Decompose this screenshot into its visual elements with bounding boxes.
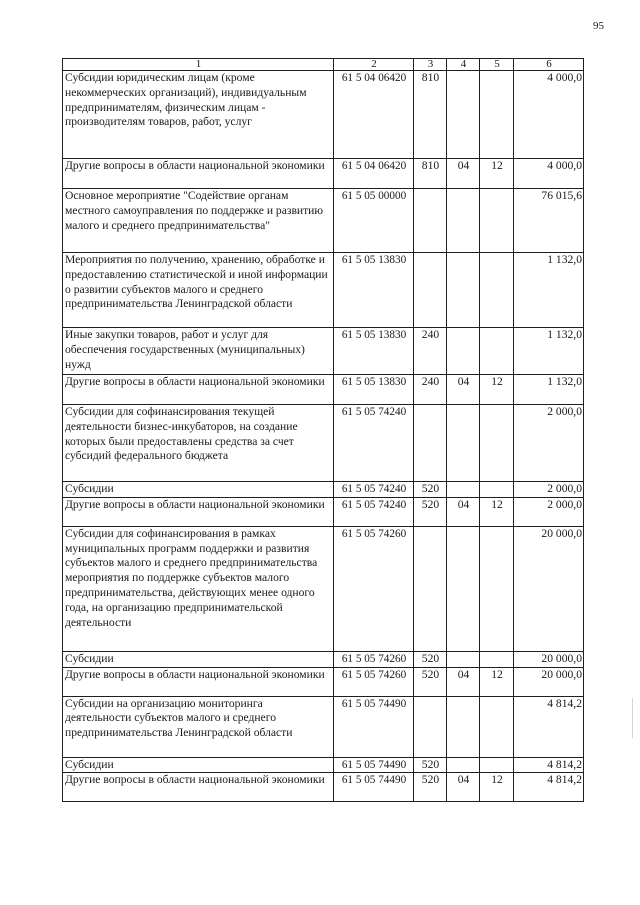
budget-table <box>62 58 584 802</box>
table-row <box>63 526 584 651</box>
table-row <box>63 159 584 189</box>
row-rz <box>447 405 480 482</box>
header-row <box>63 59 584 71</box>
row-name: Мероприятия по получению, хранению, обработке и предоставлению статистической и иной информации о развитии субъектов малого и среднего предпринимательства Ленинградской области <box>63 253 334 328</box>
row-code: 61 5 05 00000 <box>334 189 414 253</box>
row-code: 61 5 05 74260 <box>334 651 414 667</box>
table-row <box>63 773 584 802</box>
row-vr <box>414 696 447 757</box>
row-pr <box>480 482 514 498</box>
row-name: Основное мероприятие "Содействие органам местного самоуправления по поддержке и развитию малого и среднего предпринимательства" <box>63 189 334 253</box>
row-name: Субсидии <box>63 651 334 667</box>
table-row <box>63 71 584 159</box>
row-amount: 4 814,2 <box>514 696 584 757</box>
row-code: 61 5 05 13830 <box>334 253 414 328</box>
row-vr: 810 <box>414 159 447 189</box>
row-rz <box>447 526 480 651</box>
table-row <box>63 405 584 482</box>
row-vr: 240 <box>414 328 447 375</box>
row-name: Другие вопросы в области национальной экономики <box>63 159 334 189</box>
row-code: 61 5 04 06420 <box>334 71 414 159</box>
row-name: Субсидии <box>63 482 334 498</box>
row-name: Субсидии юридическим лицам (кроме некоммерческих организаций), индивидуальным предпринимателям, физическим лицам - производителям товаров, работ, услуг <box>63 71 334 159</box>
row-pr <box>480 328 514 375</box>
row-code: 61 5 05 74490 <box>334 757 414 773</box>
row-pr <box>480 253 514 328</box>
row-name: Другие вопросы в области национальной экономики <box>63 667 334 696</box>
row-rz <box>447 71 480 159</box>
header-col-5: 5 <box>480 59 514 71</box>
row-pr: 12 <box>480 667 514 696</box>
row-vr: 810 <box>414 71 447 159</box>
row-rz <box>447 189 480 253</box>
row-vr <box>414 189 447 253</box>
header-col-4: 4 <box>447 59 480 71</box>
row-vr <box>414 526 447 651</box>
row-amount: 4 814,2 <box>514 757 584 773</box>
row-pr <box>480 757 514 773</box>
row-amount: 1 132,0 <box>514 328 584 375</box>
table-row <box>63 253 584 328</box>
row-pr <box>480 189 514 253</box>
header-col-2: 2 <box>334 59 414 71</box>
table-row <box>63 328 584 375</box>
row-name: Другие вопросы в области национальной экономики <box>63 375 334 405</box>
row-amount: 4 000,0 <box>514 71 584 159</box>
row-amount: 2 000,0 <box>514 497 584 526</box>
row-name: Субсидии <box>63 757 334 773</box>
row-vr <box>414 405 447 482</box>
table-row <box>63 651 584 667</box>
row-code: 61 5 05 74240 <box>334 482 414 498</box>
page-number: 95 <box>593 20 604 32</box>
table-row <box>63 667 584 696</box>
row-vr: 240 <box>414 375 447 405</box>
row-pr: 12 <box>480 375 514 405</box>
row-code: 61 5 05 13830 <box>334 328 414 375</box>
scan-edge-mark <box>632 698 633 738</box>
row-amount: 20 000,0 <box>514 651 584 667</box>
row-amount: 4 814,2 <box>514 773 584 802</box>
header-col-3: 3 <box>414 59 447 71</box>
row-pr: 12 <box>480 773 514 802</box>
row-pr: 12 <box>480 497 514 526</box>
row-vr: 520 <box>414 773 447 802</box>
row-rz <box>447 482 480 498</box>
row-pr <box>480 651 514 667</box>
row-amount: 76 015,6 <box>514 189 584 253</box>
row-vr <box>414 253 447 328</box>
table-row <box>63 482 584 498</box>
row-name: Другие вопросы в области национальной экономики <box>63 773 334 802</box>
row-name: Иные закупки товаров, работ и услуг для обеспечения государственных (муниципальных) нужд <box>63 328 334 375</box>
row-code: 61 5 05 13830 <box>334 375 414 405</box>
row-name: Субсидии на организацию мониторинга деятельности субъектов малого и среднего предпринимательства Ленинградской области <box>63 696 334 757</box>
row-name: Субсидии для софинансирования в рамках муниципальных программ поддержки и развития субъектов малого и среднего предпринимательства мероприятия по поддержке субъектов малого предпринимательства, действующих менее одного года, на организацию предпринимательской деятельности <box>63 526 334 651</box>
row-rz <box>447 696 480 757</box>
row-code: 61 5 05 74260 <box>334 667 414 696</box>
row-code: 61 5 05 74490 <box>334 696 414 757</box>
row-code: 61 5 05 74240 <box>334 405 414 482</box>
row-code: 61 5 05 74260 <box>334 526 414 651</box>
row-pr <box>480 696 514 757</box>
row-vr: 520 <box>414 651 447 667</box>
row-vr: 520 <box>414 482 447 498</box>
row-amount: 1 132,0 <box>514 375 584 405</box>
row-rz <box>447 757 480 773</box>
row-pr <box>480 71 514 159</box>
row-pr <box>480 526 514 651</box>
row-code: 61 5 04 06420 <box>334 159 414 189</box>
table-row <box>63 375 584 405</box>
row-name: Другие вопросы в области национальной экономики <box>63 497 334 526</box>
row-rz <box>447 328 480 375</box>
row-vr: 520 <box>414 497 447 526</box>
header-col-6: 6 <box>514 59 584 71</box>
table-row <box>63 189 584 253</box>
row-code: 61 5 05 74490 <box>334 773 414 802</box>
row-code: 61 5 05 74240 <box>334 497 414 526</box>
row-rz: 04 <box>447 497 480 526</box>
row-pr <box>480 405 514 482</box>
row-rz <box>447 253 480 328</box>
row-rz <box>447 651 480 667</box>
row-amount: 2 000,0 <box>514 405 584 482</box>
table-row <box>63 757 584 773</box>
row-amount: 2 000,0 <box>514 482 584 498</box>
row-vr: 520 <box>414 757 447 773</box>
row-amount: 20 000,0 <box>514 667 584 696</box>
row-pr: 12 <box>480 159 514 189</box>
header-col-1: 1 <box>63 59 334 71</box>
row-rz: 04 <box>447 667 480 696</box>
row-name: Субсидии для софинансирования текущей деятельности бизнес-инкубаторов, на создание которых были предоставлены средства за счет субсидий федерального бюджета <box>63 405 334 482</box>
row-amount: 4 000,0 <box>514 159 584 189</box>
row-rz: 04 <box>447 773 480 802</box>
row-amount: 1 132,0 <box>514 253 584 328</box>
row-vr: 520 <box>414 667 447 696</box>
row-amount: 20 000,0 <box>514 526 584 651</box>
row-rz: 04 <box>447 375 480 405</box>
row-rz: 04 <box>447 159 480 189</box>
table-row <box>63 497 584 526</box>
table-row <box>63 696 584 757</box>
